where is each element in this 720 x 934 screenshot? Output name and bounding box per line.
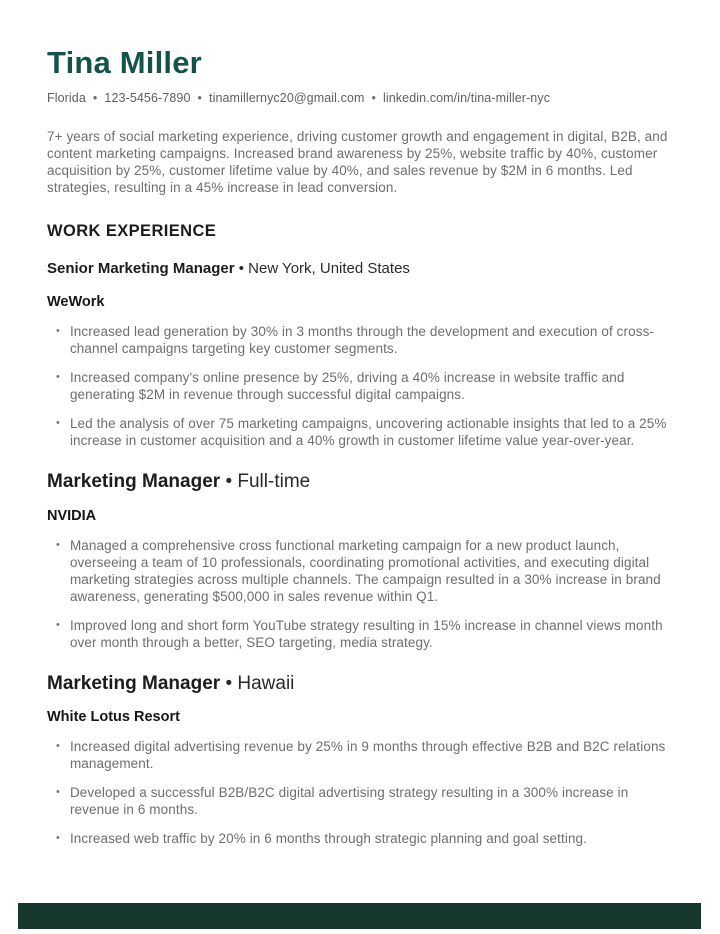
job-meta: Full-time: [237, 470, 311, 492]
bullet-text: Increased digital advertising revenue by 25% in 9 months through effective B2B and B2C relations management.: [69, 739, 666, 772]
bullet-text: Increased web traffic by 20% in 6 months through strategic planning and goal setting.: [69, 831, 588, 847]
bullet-text: Led the analysis of over 75 marketing campaigns, uncovering actionable insights that led to a 25% increase in customer acquisition and a 40% growth in customer lifetime value year-over-year.: [69, 415, 667, 448]
job-company: NVIDIA: [47, 507, 97, 524]
bullet-dot-icon: •: [56, 370, 60, 383]
job-entry: [47, 260, 673, 449]
contact-item: linkedin.com/in/tina-miller-nyc: [383, 91, 551, 106]
job-title-line: [47, 470, 673, 494]
jobs-list: [47, 260, 673, 847]
bullet-text: Improved long and short form YouTube strategy resulting in 15% increase in channel views month over month through a better, SEO targeting, media strategy.: [69, 617, 663, 650]
bullet-item: [56, 617, 673, 651]
bullet-text: Increased company's online presence by 25%, driving a 40% increase in website traffic and generating $2M in revenue through successful digital campaigns.: [69, 369, 625, 402]
job-role: Marketing Manager: [47, 672, 221, 694]
job-title-separator: •: [238, 260, 244, 278]
resume-name: Tina Miller: [47, 45, 202, 80]
job-company: WeWork: [47, 293, 105, 310]
bullet-dot-icon: •: [56, 786, 60, 799]
bullet-item: [56, 830, 673, 847]
bullet-text: Developed a successful B2B/B2C digital advertising strategy resulting in a 300% increase in revenue in 6 months.: [69, 785, 629, 818]
job-entry: [47, 672, 673, 848]
section-title-work-experience: WORK EXPERIENCE: [47, 222, 217, 241]
bullet-text: Increased lead generation by 30% in 3 months through the development and execution of cross-channel campaigns targeting key customer segments.: [69, 323, 655, 356]
contact-item: Florida: [47, 91, 86, 106]
bullet-item: [56, 738, 673, 772]
bullet-dot-icon: •: [56, 538, 60, 551]
contact-line: [47, 91, 673, 105]
job-meta: Hawaii: [237, 672, 295, 694]
job-role: Senior Marketing Manager: [47, 260, 235, 278]
job-bullet-list: [47, 537, 673, 651]
job-title-separator: •: [225, 672, 233, 694]
job-meta: New York, United States: [248, 260, 410, 278]
bullet-dot-icon: •: [56, 416, 60, 429]
job-company: White Lotus Resort: [47, 709, 180, 726]
bullet-dot-icon: •: [56, 832, 60, 845]
job-bullet-list: [47, 738, 673, 847]
bullet-item: [56, 537, 673, 605]
summary-text: 7+ years of social marketing experience, driving customer growth and engagement in digital, B2B, and content marketing campaigns. Increased brand awareness by 25%, website traffic by 40%, customer acquisition by 25%, customer lifetime value by 40%, and sales revenue by $2M in 6 months. Led strategies, resulting in a 45% increase in lead conversion.: [47, 129, 668, 196]
footer-bar: [18, 903, 701, 929]
bullet-text: Managed a comprehensive cross functional marketing campaign for a new product launch, overseeing a team of 10 professionals, coordinating promotional activities, and executing digital marketing strategies across multiple channels. The campaign resulted in a 30% increase in brand awareness, generating $500,000 in sales revenue within Q1.: [69, 537, 661, 604]
bullet-item: [56, 415, 673, 449]
contact-item: tinamillernyc20@gmail.com: [209, 91, 365, 106]
bullet-item: [56, 784, 673, 818]
job-title-line: [47, 672, 673, 696]
job-entry: [47, 470, 673, 651]
bullet-dot-icon: •: [56, 618, 60, 631]
job-role: Marketing Manager: [47, 470, 221, 492]
contact-separator: •: [197, 91, 202, 106]
bullet-dot-icon: •: [56, 324, 60, 337]
job-title-separator: •: [225, 470, 233, 492]
bullet-item: [56, 323, 673, 357]
job-bullet-list: [47, 323, 673, 449]
contact-item: 123-5456-7890: [104, 91, 191, 106]
job-title-line: [47, 260, 673, 279]
contact-separator: •: [92, 91, 98, 106]
bullet-dot-icon: •: [56, 740, 60, 753]
bullet-item: [56, 369, 673, 403]
contact-separator: •: [371, 91, 376, 106]
